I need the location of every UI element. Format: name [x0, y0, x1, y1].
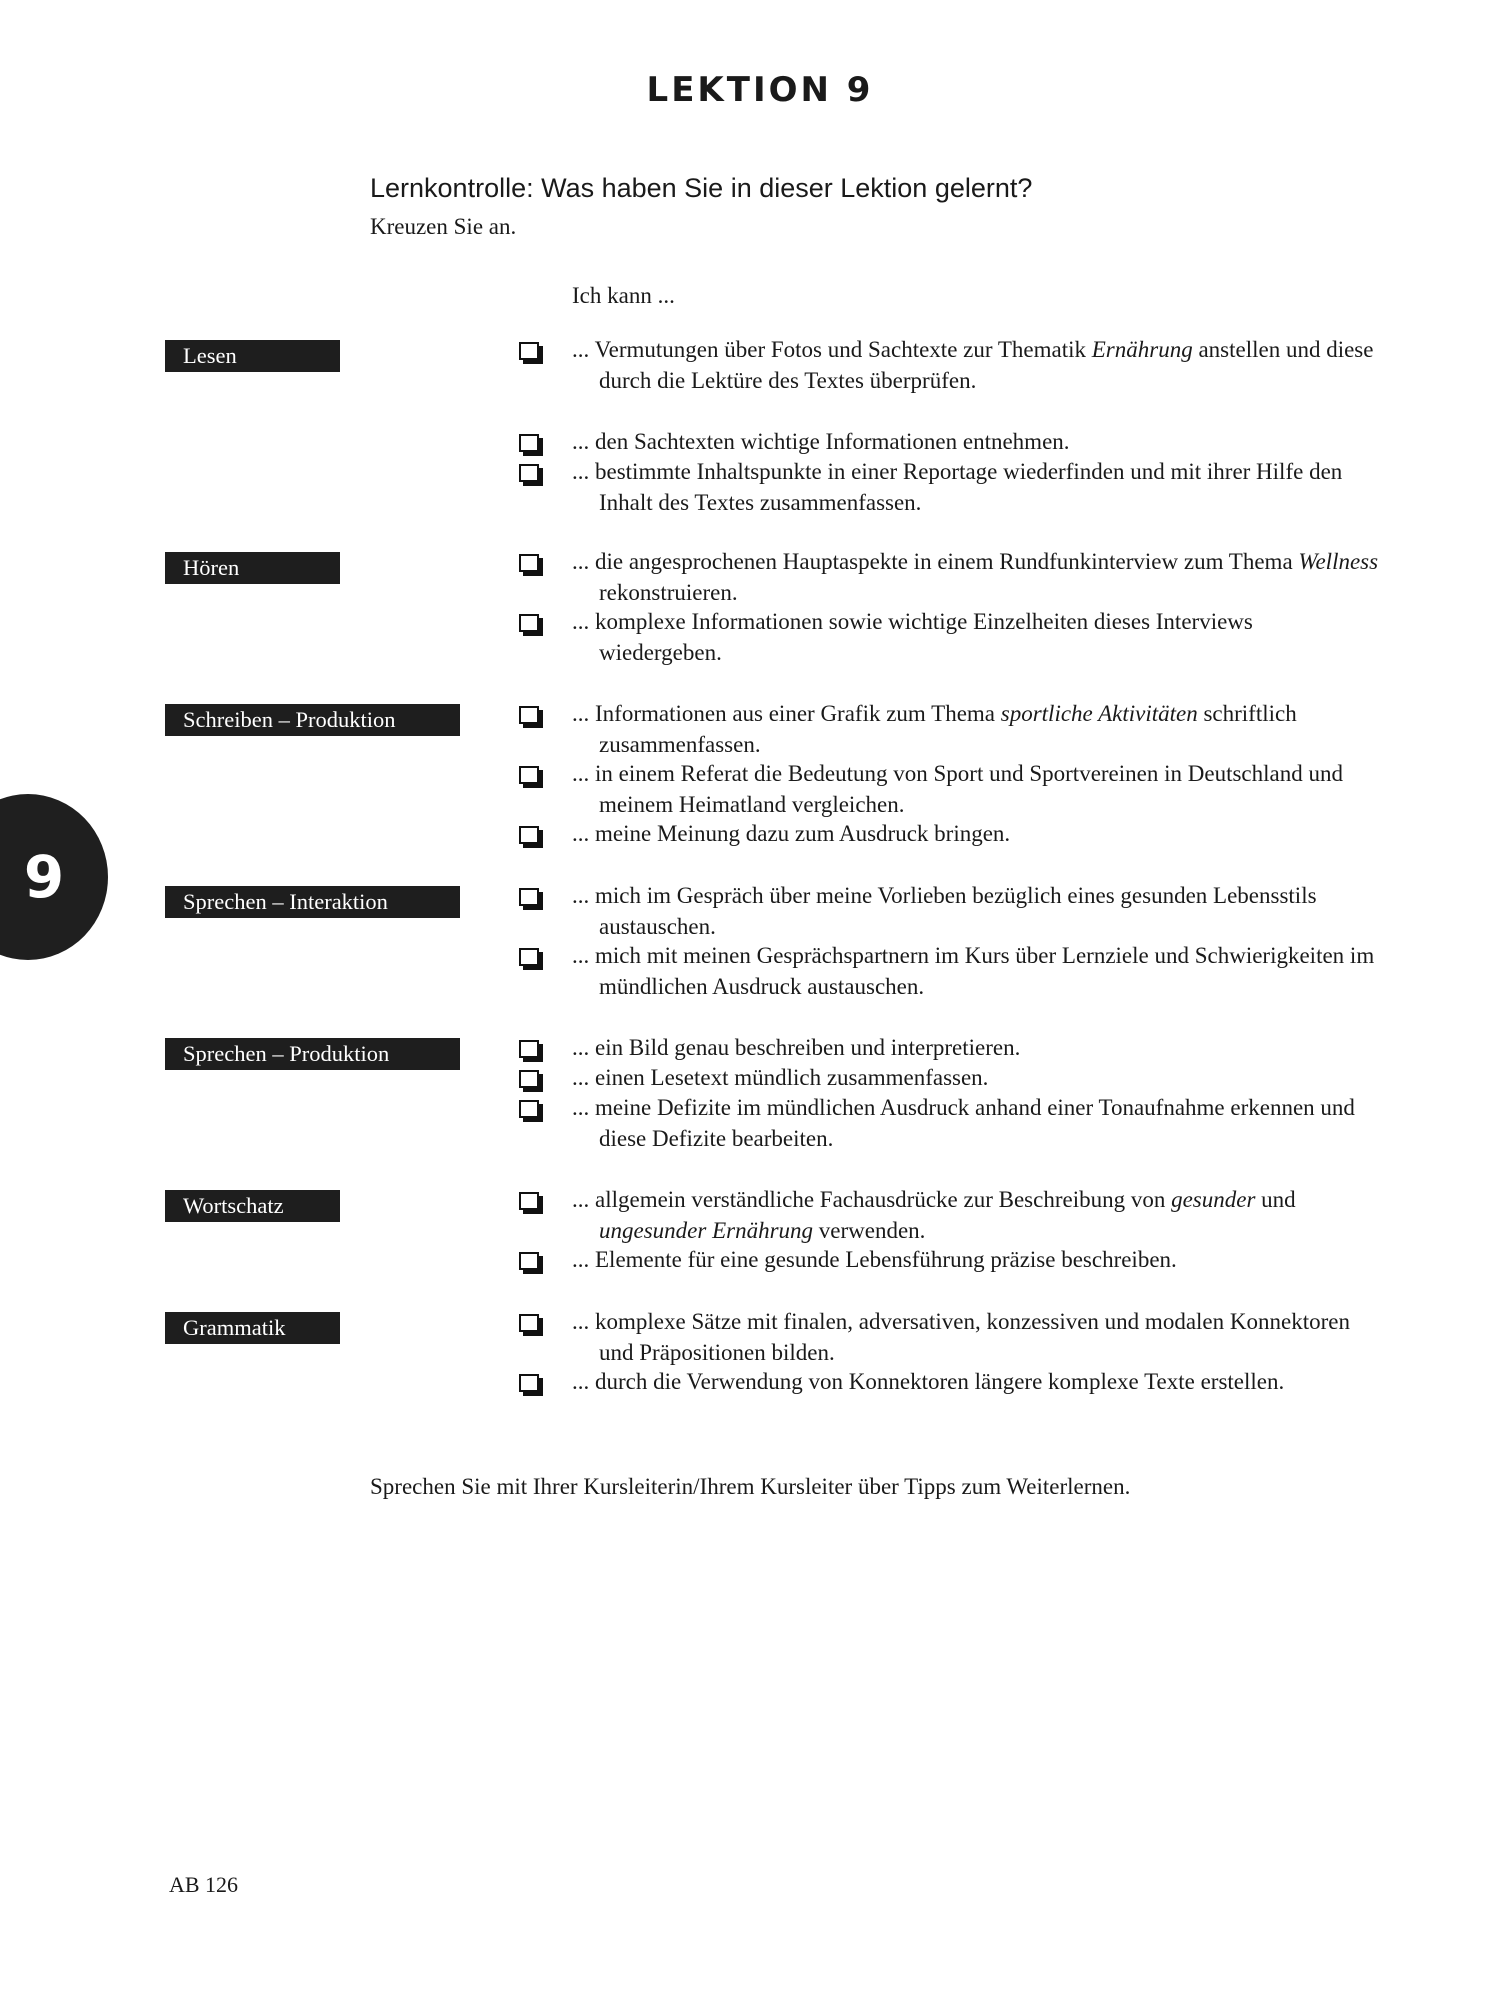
checklist-item-text: ... komplexe Sätze mit finalen, adversativen, konzessiven und modalen Konnektoren und Präpositionen bilden.: [572, 1309, 1350, 1365]
checkbox-icon[interactable]: [519, 1070, 539, 1088]
checkbox-icon[interactable]: [519, 1374, 539, 1392]
checkbox-icon[interactable]: [519, 614, 539, 632]
checklist-item-text: ... Informationen aus einer Grafik zum Thema sportliche Aktivitäten schriftlich zusammenfassen.: [572, 701, 1297, 757]
lernkontrolle-heading: Lernkontrolle: Was haben Sie in dieser Lektion gelernt?: [370, 173, 1033, 203]
category-label: Lesen: [165, 340, 340, 372]
checkbox-icon[interactable]: [519, 766, 539, 784]
emphasis: gesunder: [1171, 1187, 1256, 1212]
checkbox-icon[interactable]: [519, 1252, 539, 1270]
checkbox-icon[interactable]: [519, 554, 539, 572]
checklist-item-text: ... meine Defizite im mündlichen Ausdruck anhand einer Tonaufnahme erkennen und diese Defizite bearbeiten.: [572, 1095, 1355, 1151]
category-label: Sprechen – Produktion: [165, 1038, 460, 1070]
category-label: Schreiben – Produktion: [165, 704, 460, 736]
emphasis: sportliche Aktivitäten: [1000, 701, 1198, 726]
intro-text: Ich kann ...: [572, 283, 675, 308]
checklist-item-text: ... die angesprochenen Hauptaspekte in einem Rundfunkinterview zum Thema Wellness rekonstruieren.: [572, 549, 1379, 605]
instruction-text: Kreuzen Sie an.: [370, 214, 517, 239]
footer-note: Sprechen Sie mit Ihrer Kursleiterin/Ihrem Kursleiter über Tipps zum Weiterlernen.: [370, 1474, 1131, 1499]
checklist-item-text: ... in einem Referat die Bedeutung von Sport und Sportvereinen in Deutschland und meinem Heimatland vergleichen.: [572, 761, 1343, 817]
checklist-item-text: ... mich im Gespräch über meine Vorlieben bezüglich eines gesunden Lebensstils austauschen.: [572, 883, 1317, 939]
category-label: Grammatik: [165, 1312, 340, 1344]
checklist-item-text: ... meine Meinung dazu zum Ausdruck bringen.: [572, 821, 1011, 846]
category-label: Wortschatz: [165, 1190, 340, 1222]
checklist-item-text: ... ein Bild genau beschreiben und interpretieren.: [572, 1035, 1021, 1060]
checkbox-icon[interactable]: [519, 706, 539, 724]
checklist-item-text: ... komplexe Informationen sowie wichtige Einzelheiten dieses Interviews wiedergeben.: [572, 609, 1253, 665]
emphasis: ungesunder Ernährung: [599, 1217, 814, 1243]
checkbox-icon[interactable]: [519, 464, 539, 482]
checkbox-icon[interactable]: [519, 342, 539, 360]
chapter-number: 9: [23, 843, 65, 911]
checkbox-icon[interactable]: [519, 888, 539, 906]
checklist-item-text: ... den Sachtexten wichtige Informationen entnehmen.: [572, 429, 1070, 454]
chapter-tab: [0, 794, 108, 960]
checkbox-icon[interactable]: [519, 1192, 539, 1210]
checklist-item-text: ... mich mit meinen Gesprächspartnern im Kurs über Lernziele und Schwierigkeiten im mündlichen Ausdruck austauschen.: [572, 943, 1375, 999]
emphasis: Wellness: [1298, 549, 1379, 574]
checklist-item-text: ... Vermutungen über Fotos und Sachtexte zur Thematik Ernährung anstellen und diese durch die Lektüre des Textes überprüfen.: [572, 337, 1374, 393]
page-number: AB 126: [169, 1872, 239, 1897]
checklist-item-text: ... Elemente für eine gesunde Lebensführung präzise beschreiben.: [572, 1247, 1177, 1272]
checklist-item-text: ... durch die Verwendung von Konnektoren längere komplexe Texte erstellen.: [572, 1369, 1285, 1394]
checkbox-icon[interactable]: [519, 826, 539, 844]
checklist-item-text: ... bestimmte Inhaltspunkte in einer Reportage wiederfinden und mit ihrer Hilfe den Inhalt des Textes zusammenfassen.: [572, 459, 1343, 515]
checkbox-icon[interactable]: [519, 1100, 539, 1118]
checkbox-icon[interactable]: [519, 434, 539, 452]
checkbox-icon[interactable]: [519, 1040, 539, 1058]
emphasis: Ernährung: [1091, 337, 1193, 362]
checklist-item-text: ... allgemein verständliche Fachausdrücke zur Beschreibung von gesunder und ungesunder Ernährung verwenden.: [572, 1187, 1296, 1243]
checklist-item-text: ... einen Lesetext mündlich zusammenfassen.: [572, 1065, 989, 1090]
checkbox-icon[interactable]: [519, 948, 539, 966]
category-label: Hören: [165, 552, 340, 584]
page-title: LEKTION 9: [646, 70, 874, 110]
checkbox-icon[interactable]: [519, 1314, 539, 1332]
category-label: Sprechen – Interaktion: [165, 886, 460, 918]
